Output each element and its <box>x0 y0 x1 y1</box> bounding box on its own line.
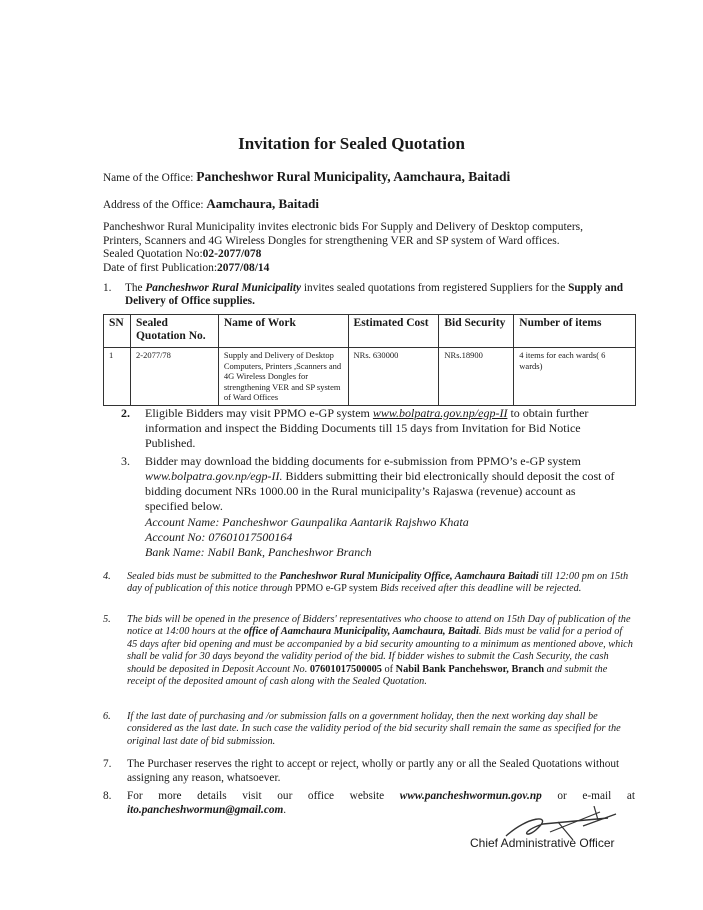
clause-emphasis: office of Aamchaura Municipality, Aamchaura, Baitadi <box>243 626 479 638</box>
table-header: SN <box>104 315 131 348</box>
clause-number: 3. <box>121 454 130 468</box>
clause-text-part: . <box>283 804 287 816</box>
website-link[interactable]: www.pancheshwormun.gov.np <box>399 790 542 802</box>
office-address-line <box>103 197 319 212</box>
municipality-name: Pancheshwor Rural Municipality <box>145 282 302 294</box>
clause-number: 7. <box>103 758 112 770</box>
clause-text-part: to obtain further information and inspect the Bidding Documents till 15 days from Invitation for Bid Notice Published. <box>145 406 589 450</box>
intro-block <box>103 221 623 275</box>
intro-text: Pancheshwor Rural Municipality invites electronic bids For Supply and Delivery of Desktop computers, Printers, Scanners and 4G Wireless Dongles for strengthening VER and SP system of Ward offices. <box>103 221 584 247</box>
table-cell: NRs.18900 <box>439 348 514 406</box>
clause-text-part: Bids received after this deadline will be rejected. <box>377 583 582 595</box>
table-cell: 1 <box>104 348 131 406</box>
page-title: Invitation for Sealed Quotation <box>238 134 465 153</box>
clause-text-part: The bids will be opened in the presence of Bidders' representatives who choose to attend on 15th Day of publication of the notice at 14:00 hours at the <box>127 614 631 638</box>
clause-text-part: PPMO e-GP system <box>295 583 378 595</box>
office-address-value: Aamchaura, Baitadi <box>206 196 319 211</box>
account-name: Account Name: Pancheshwor Gaunpalika Aantarik Rajshwo Khata <box>145 515 469 529</box>
clause-text <box>127 571 635 596</box>
clause-text-part: Bidder may download the bidding documents for e-submission from PPMO’s e-GP system <box>145 454 581 468</box>
publication-date-line <box>103 262 623 276</box>
table-header: Bid Security <box>439 315 514 348</box>
clause-text-part: or e-mail at <box>541 790 636 802</box>
table-cell: 2-2077/78 <box>130 348 218 406</box>
clause-text <box>125 282 630 308</box>
quotation-number-label: Sealed Quotation No: <box>103 248 203 260</box>
clause-text <box>127 614 635 688</box>
clause-text-part: . Bids must be valid for a period of 45 days after bid opening and must be accompanied by a bid security amounting to a minimum as mentioned above, which shall be valid for 30 days beyond the validity period of the bid. If bidder wishes to submit the Cash Security, the cash should be deposited in Deposit Account No. <box>127 626 633 675</box>
account-number: Account No: 07601017500164 <box>145 530 293 544</box>
office-address-label: Address of the Office: <box>103 199 204 211</box>
bank-branch: Nabil Bank Panchehswor, Branch <box>395 663 545 675</box>
clause-number: 2. <box>121 406 130 420</box>
clause-text-part: Eligible Bidders may visit PPMO e-GP system <box>145 406 373 420</box>
clause-number: 8. <box>103 790 112 802</box>
clause-text-part: of <box>381 663 396 675</box>
quotation-number-value: 02-2077/078 <box>202 248 262 260</box>
deposit-account-number: 07601017500005 <box>309 663 382 675</box>
office-name-line <box>103 170 510 185</box>
quotation-number-line <box>103 248 623 262</box>
clause-text: The Purchaser reserves the right to accept or reject, wholly or partly any or all the Sealed Quotations without assigning any reason, whatsoever. <box>127 758 620 784</box>
clause-emphasis: Supply and Delivery of Office supplies. <box>125 282 624 307</box>
clause-text <box>145 454 620 560</box>
quotation-table <box>103 314 636 406</box>
clause-text-part: and submit the receipt of the deposited amount of cash along with the Sealed Quotation. <box>127 663 608 688</box>
table-header: Estimated Cost <box>348 315 439 348</box>
clause-number: 4. <box>103 571 111 582</box>
office-name-label: Name of the Office: <box>103 172 194 184</box>
email-link[interactable]: ito.pancheshwormun@gmail.com <box>127 804 284 816</box>
clause-text-part: till 12:00 pm on 15th day of publication of this notice through <box>127 571 629 595</box>
table-cell: 4 items for each wards( 6 wards) <box>514 348 636 406</box>
bank-name: Bank Name: Nabil Bank, Pancheshwor Branch <box>145 545 372 559</box>
publication-date-value: 2077/08/14 <box>217 261 270 274</box>
egp-link[interactable]: www.bolpatra.gov.np/egp-II. <box>145 469 283 483</box>
table-header: Number of items <box>514 315 636 348</box>
clause-text-part: Bidders submitting their bid electronically should deposit the cost of bidding document NRs 1000.00 in the Rural municipality’s Rajaswa (revenue) account as specified below. <box>145 469 615 513</box>
table-cell: Supply and Delivery of Desktop Computers, Printers ,Scanners and 4G Wireless Dongles for strengthening VER and SP system of Ward Offices <box>218 348 348 406</box>
egp-link[interactable]: www.bolpatra.gov.np/egp-II <box>372 406 508 420</box>
signature-title: Chief Administrative Officer <box>470 836 615 850</box>
table-header-row <box>104 315 636 348</box>
clause-number: 1. <box>103 282 112 294</box>
clause-number: 6. <box>103 711 111 722</box>
clause-emphasis: Pancheshwor Rural Municipality Office, Aamchaura Baitadi <box>279 571 539 582</box>
table-header: Sealed Quotation No. <box>130 315 218 348</box>
table-header: Name of Work <box>218 315 348 348</box>
clause-text-part: The <box>125 282 146 294</box>
clause-number: 5. <box>103 614 111 625</box>
clause-text <box>145 406 620 451</box>
table-cell: NRs. 630000 <box>348 348 439 406</box>
publication-date-label: Date of first Publication: <box>103 261 218 274</box>
clause-text-part: For more details visit our office website <box>127 790 400 802</box>
table-row <box>104 348 636 406</box>
clause-text-part: Sealed bids must be submitted to the <box>127 571 280 582</box>
clause-text: If the last date of purchasing and /or submission falls on a government holiday, then the next working day shall be considered as the last date. In such case the validity period of the bid security shall remain the same as specified for the original last date of bid submission. <box>127 711 621 747</box>
clause-text-part: invites sealed quotations from registered Suppliers for the <box>301 282 569 294</box>
office-name-value: Pancheshwor Rural Municipality, Aamchaura, Baitadi <box>196 169 511 184</box>
